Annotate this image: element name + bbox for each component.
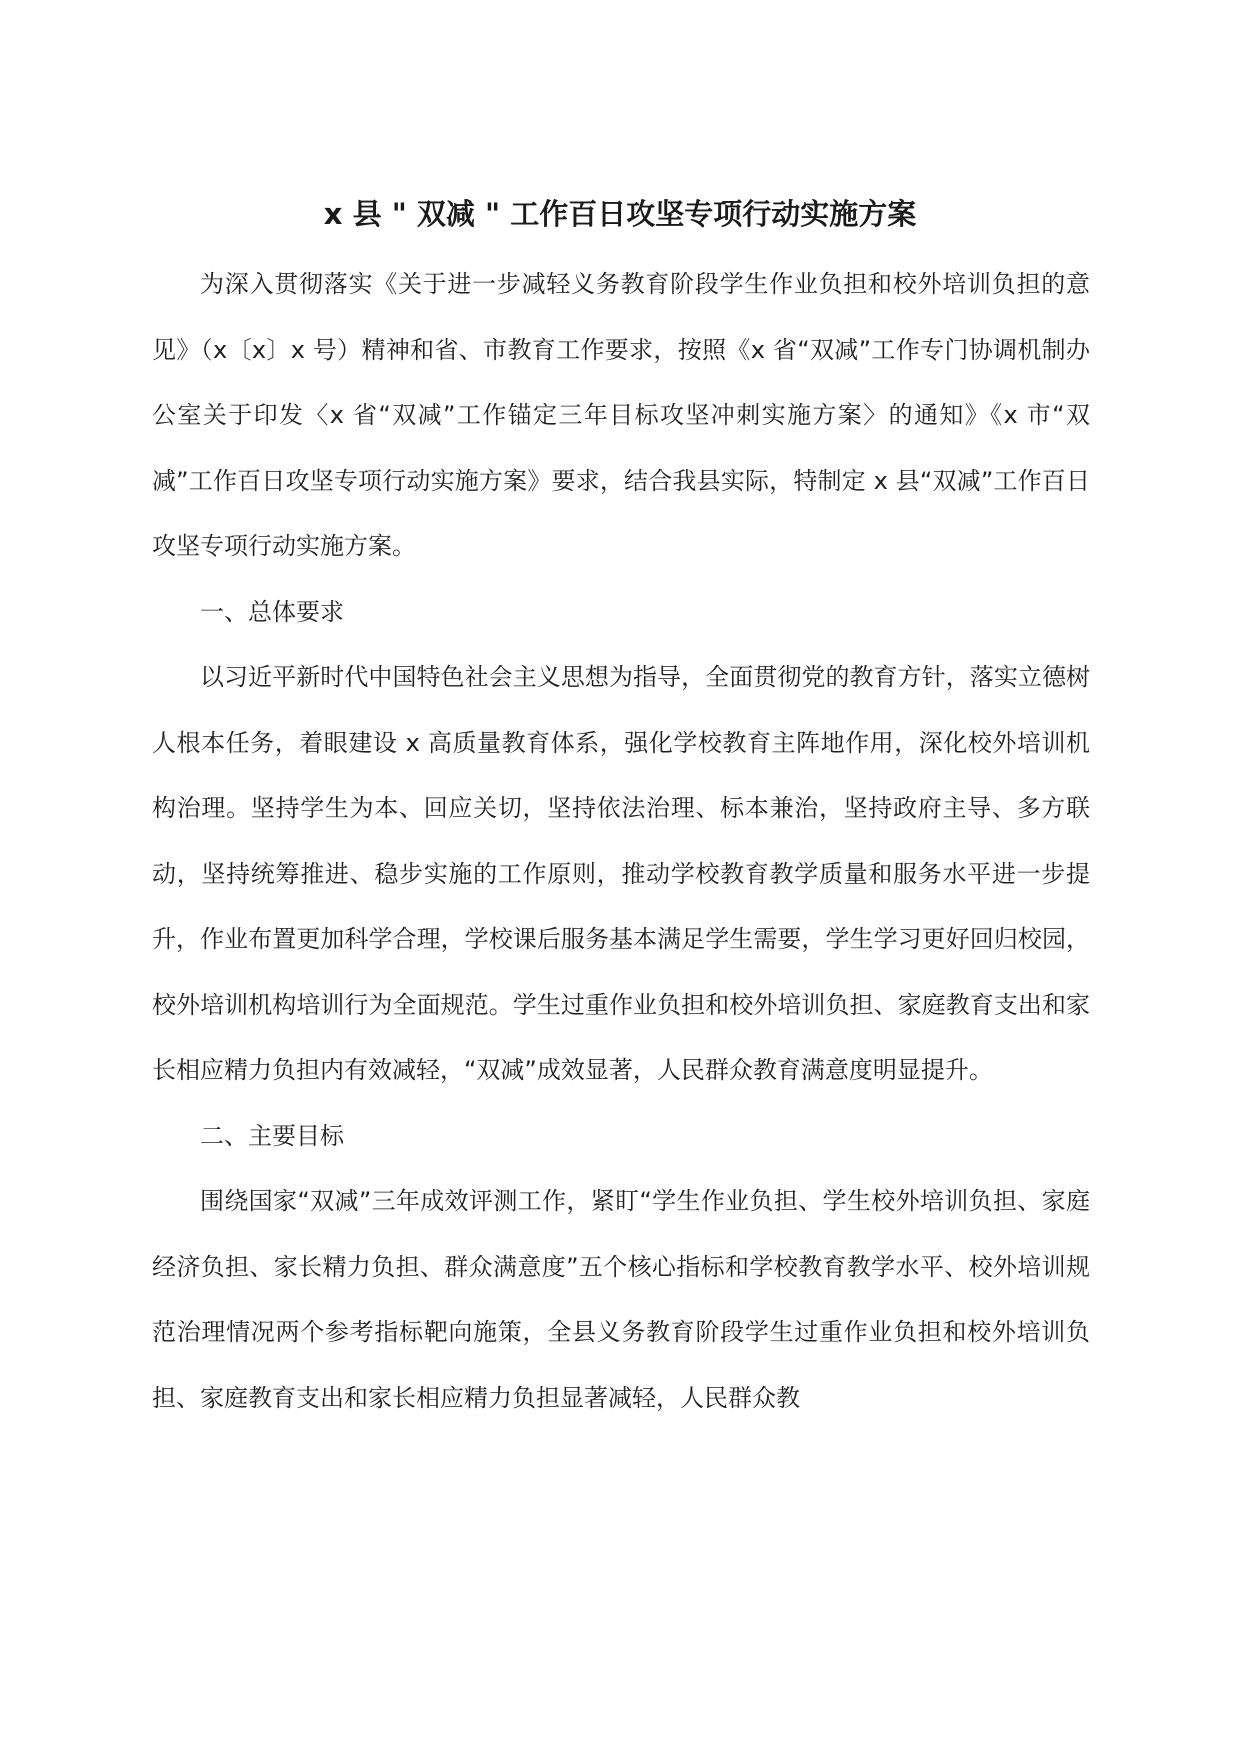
paragraph-overall-requirements: 以习近平新时代中国特色社会主义思想为指导，全面贯彻党的教育方针，落实立德树人根本任务，着眼建设 x 高质量教育体系，强化学校教育主阵地作用，深化校外培训机构治理。坚持学生为本、回应关切，坚持依法治理、标本兼治，坚持政府主导、多方联动，坚持统筹推进、稳步实施的工作原则，推动学校教育教学质量和服务水平进一步提升，作业布置更加科学合理，学校课后服务基本满足学生需要，学生学习更好回归校园，校外培训机构培训行为全面规范。学生过重作业负担和校外培训负担、家庭教育支出和家长相应精力负担内有效减轻，“双减”成效显著，人民群众教育满意度明显提升。 <box>152 663 1090 1084</box>
document-title: x 县 " 双减 " 工作百日攻坚专项行动实施方案 <box>323 197 917 231</box>
paragraph-intro: 为深入贯彻落实《关于进一步减轻义务教育阶段学生作业负担和校外培训负担的意见》（x〔x〕x 号）精神和省、市教育工作要求，按照《x 省“双减”工作专门协调机制办公室关于印发〈x 省“双减”工作锚定三年目标攻坚冲刺实施方案〉的通知》《x 市“双减”工作百日攻坚专项行动实施方案》要求，结合我县实际，特制定 x 县“双减”工作百日攻坚专项行动实施方案。 <box>152 270 1090 560</box>
section-heading-main-goals: 二、主要目标 <box>200 1121 344 1150</box>
paragraph-main-goals: 围绕国家“双减”三年成效评测工作，紧盯“学生作业负担、学生校外培训负担、家庭经济负担、家长精力负担、群众满意度”五个核心指标和学校教育教学水平、校外培训规范治理情况两个参考指标靶向施策，全县义务教育阶段学生过重作业负担和校外培训负担、家庭教育支出和家长相应精力负担显著减轻，人民群众教 <box>152 1187 1090 1412</box>
document-body <box>152 252 1090 1431</box>
section-heading-overall-requirements: 一、总体要求 <box>200 597 344 626</box>
